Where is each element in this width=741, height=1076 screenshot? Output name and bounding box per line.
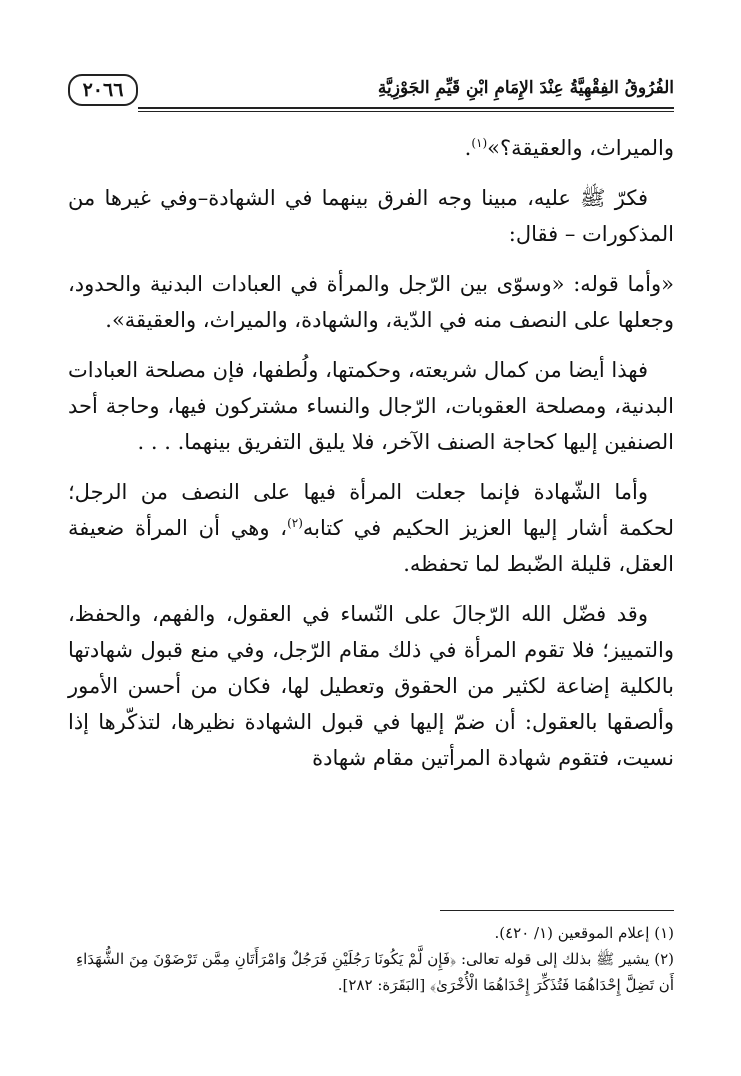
paragraph-text: وأما الشّهادة فإنما جعلت المرأة فيها على النصف من الرجل؛ لحكمة أشار إليها العزيز الحكيم في كتابه	[68, 480, 674, 540]
paragraph-text: فكرّ ﷺ عليه، مبينا وجه الفرق بينهما في الشهادة–وفي غيرها من المذكورات – فقال:	[68, 186, 674, 246]
paragraph	[68, 130, 674, 166]
footnote-number: (١)	[654, 924, 674, 942]
paragraph-text: فهذا أيضا من كمال شريعته، وحكمتها، ولُطفها، فإن مصلحة العبادات البدنية، ومصلحة العقوبات، الرّجال والنساء مشتركون فيها، وحاجة أحد الصنفين إليها كحاجة الصنف الآخر، فلا يليق التفريق بينهما. . . .	[68, 358, 674, 454]
paragraph-text: وقد فضّل الله الرّجالَ على النّساء في العقول، والفهم، والحفظ، والتمييز؛ فلا تقوم المرأة في ذلك مقام الرّجل، وفي منع قبول شهادتها بالكلية إضاعة لكثير من الحقوق وتعطيل لها، فكان من أحسن الأمور وألصقها بالعقول: أن ضمّ إليها في قبول الشهادة نظيرها، لتذكّرها إذا نسيت، فتقوم شهادة المرأتين مقام شهادة	[68, 602, 674, 770]
paragraph-tail: ، وهي أن المرأة ضعيفة العقل، قليلة الضّبط لما تحفظه.	[68, 516, 674, 576]
footnote-separator	[440, 910, 674, 911]
paragraph	[68, 266, 674, 338]
footnote	[68, 920, 674, 946]
footnote-number: (٢)	[654, 950, 674, 968]
footnote-ref: (٢)	[287, 516, 303, 530]
header-rule	[138, 107, 674, 109]
paragraph	[68, 352, 674, 460]
paragraph	[68, 596, 674, 776]
footnotes	[68, 920, 674, 998]
footnote	[68, 946, 674, 998]
paragraph	[68, 474, 674, 582]
running-title: الفُرُوقُ الفِقْهِيَّةُ عِنْدَ الإِمَامِ ابْنِ قَيِّمِ الجَوْزِيَّةِ	[377, 78, 674, 98]
footnote-ref: (١)	[471, 136, 488, 150]
footnote-text: يشير ﷺ بذلك إلى قوله تعالى: ﴿فَإِن لَّمْ يَكُونَا رَجُلَيْنِ فَرَجُلٌ وَامْرَأَتَانِ مِمَّن تَرْضَوْنَ مِنَ الشُّهَدَاءِ أَن تَضِلَّ إِحْدَاهُمَا فَتُذَكِّرَ إِحْدَاهُمَا الْأُخْرَىٰ﴾ [البَقَرَة: ٢٨٢].	[76, 950, 674, 994]
footnote-text: إعلام الموقعين (١/ ٤٢٠).	[494, 924, 650, 942]
paragraph-text: والميراث، والعقيقة؟»	[487, 136, 674, 160]
paragraph-tail: .	[464, 136, 472, 160]
running-header	[68, 74, 674, 116]
page-number: ٢٠٦٦	[68, 74, 138, 106]
main-text	[68, 130, 674, 790]
paragraph-text: «وأما قوله: «وسوّى بين الرّجل والمرأة في العبادات البدنية والحدود، وجعلها على النصف منه في الدّية، والشهادة، والميراث، والعقيقة».	[68, 272, 674, 332]
paragraph	[68, 180, 674, 252]
header-rule-thin	[138, 111, 674, 112]
